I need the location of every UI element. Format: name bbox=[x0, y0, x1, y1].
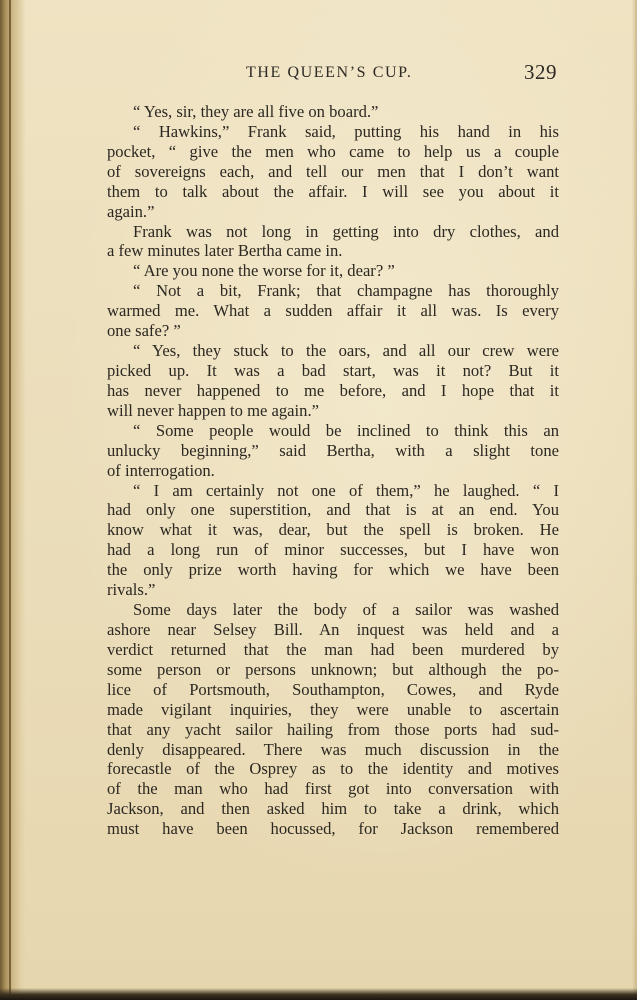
text-line: of sovereigns each, and tell our men that I don’t want bbox=[107, 161, 559, 181]
text-line: of interrogation. bbox=[107, 460, 215, 480]
text-line: verdict returned that the man had been murdered by bbox=[107, 639, 559, 659]
text-line: that any yacht sailor hailing from those ports had sud- bbox=[107, 719, 559, 739]
binding-edge bbox=[9, 0, 11, 1000]
text-line: will never happen to me again.” bbox=[107, 400, 319, 420]
text-line: unlucky beginning,” said Bertha, with a slight tone bbox=[107, 440, 559, 460]
text-line: denly disappeared. There was much discussion in the bbox=[107, 739, 559, 759]
text-line: “ Yes, they stuck to the oars, and all our crew were bbox=[133, 341, 559, 361]
page-number: 329 bbox=[524, 60, 557, 84]
running-head: THE QUEEN’S CUP. bbox=[246, 64, 413, 81]
text-line: “ Some people would be inclined to think this an bbox=[133, 420, 559, 440]
text-line: warmed me. What a sudden affair it all was. Is every bbox=[107, 301, 559, 321]
text-line: a few minutes later Bertha came in. bbox=[107, 241, 343, 261]
text-line: ashore near Selsey Bill. An inquest was held and a bbox=[107, 619, 559, 639]
text-line: Frank was not long in getting into dry clothes, and bbox=[133, 221, 559, 241]
text-line: “ Hawkins,” Frank said, putting his hand in his bbox=[133, 121, 559, 141]
text-line: Jackson, and then asked him to take a drink, which bbox=[107, 799, 559, 819]
text-line: some person or persons unknown; but although the po- bbox=[107, 659, 559, 679]
text-line: know what it was, dear, but the spell is broken. He bbox=[107, 520, 559, 540]
text-line: “ I am certainly not one of them,” he laughed. “ I bbox=[133, 480, 559, 500]
text-line: has never happened to me before, and I hope that it bbox=[107, 380, 559, 400]
text-line: pocket, “ give the men who came to help us a couple bbox=[107, 141, 559, 161]
text-line: “ Not a bit, Frank; that champagne has thoroughly bbox=[133, 281, 559, 301]
page-edge-right bbox=[632, 0, 637, 1000]
text-line: the only prize worth having for which we have been bbox=[107, 560, 559, 580]
text-line: forecastle of the Osprey as to the identity and motives bbox=[107, 759, 559, 779]
book-spine-shadow bbox=[0, 0, 26, 1000]
text-line: must have been hocussed, for Jackson remembered bbox=[107, 819, 559, 839]
text-line: “ Are you none the worse for it, dear? ” bbox=[133, 261, 395, 281]
text-line: one safe? ” bbox=[107, 321, 181, 341]
text-line: rivals.” bbox=[107, 580, 156, 600]
text-line: Some days later the body of a sailor was washed bbox=[133, 600, 559, 620]
text-line: lice of Portsmouth, Southampton, Cowes, and Ryde bbox=[107, 679, 559, 699]
text-line: had a long run of minor successes, but I have won bbox=[107, 540, 559, 560]
text-line: picked up. It was a bad start, was it not? But it bbox=[107, 360, 559, 380]
text-line: had only one superstition, and that is at an end. You bbox=[107, 500, 559, 520]
body-text bbox=[107, 102, 559, 839]
text-line: “ Yes, sir, they are all five on board.” bbox=[133, 102, 379, 121]
page-bottom-edge bbox=[0, 988, 637, 1000]
text-line: made vigilant inquiries, they were unable to ascertain bbox=[107, 699, 559, 719]
text-line: again.” bbox=[107, 201, 155, 221]
text-line: of the man who had first got into conversation with bbox=[107, 779, 559, 799]
text-line: them to talk about the affair. I will see you about it bbox=[107, 181, 559, 201]
